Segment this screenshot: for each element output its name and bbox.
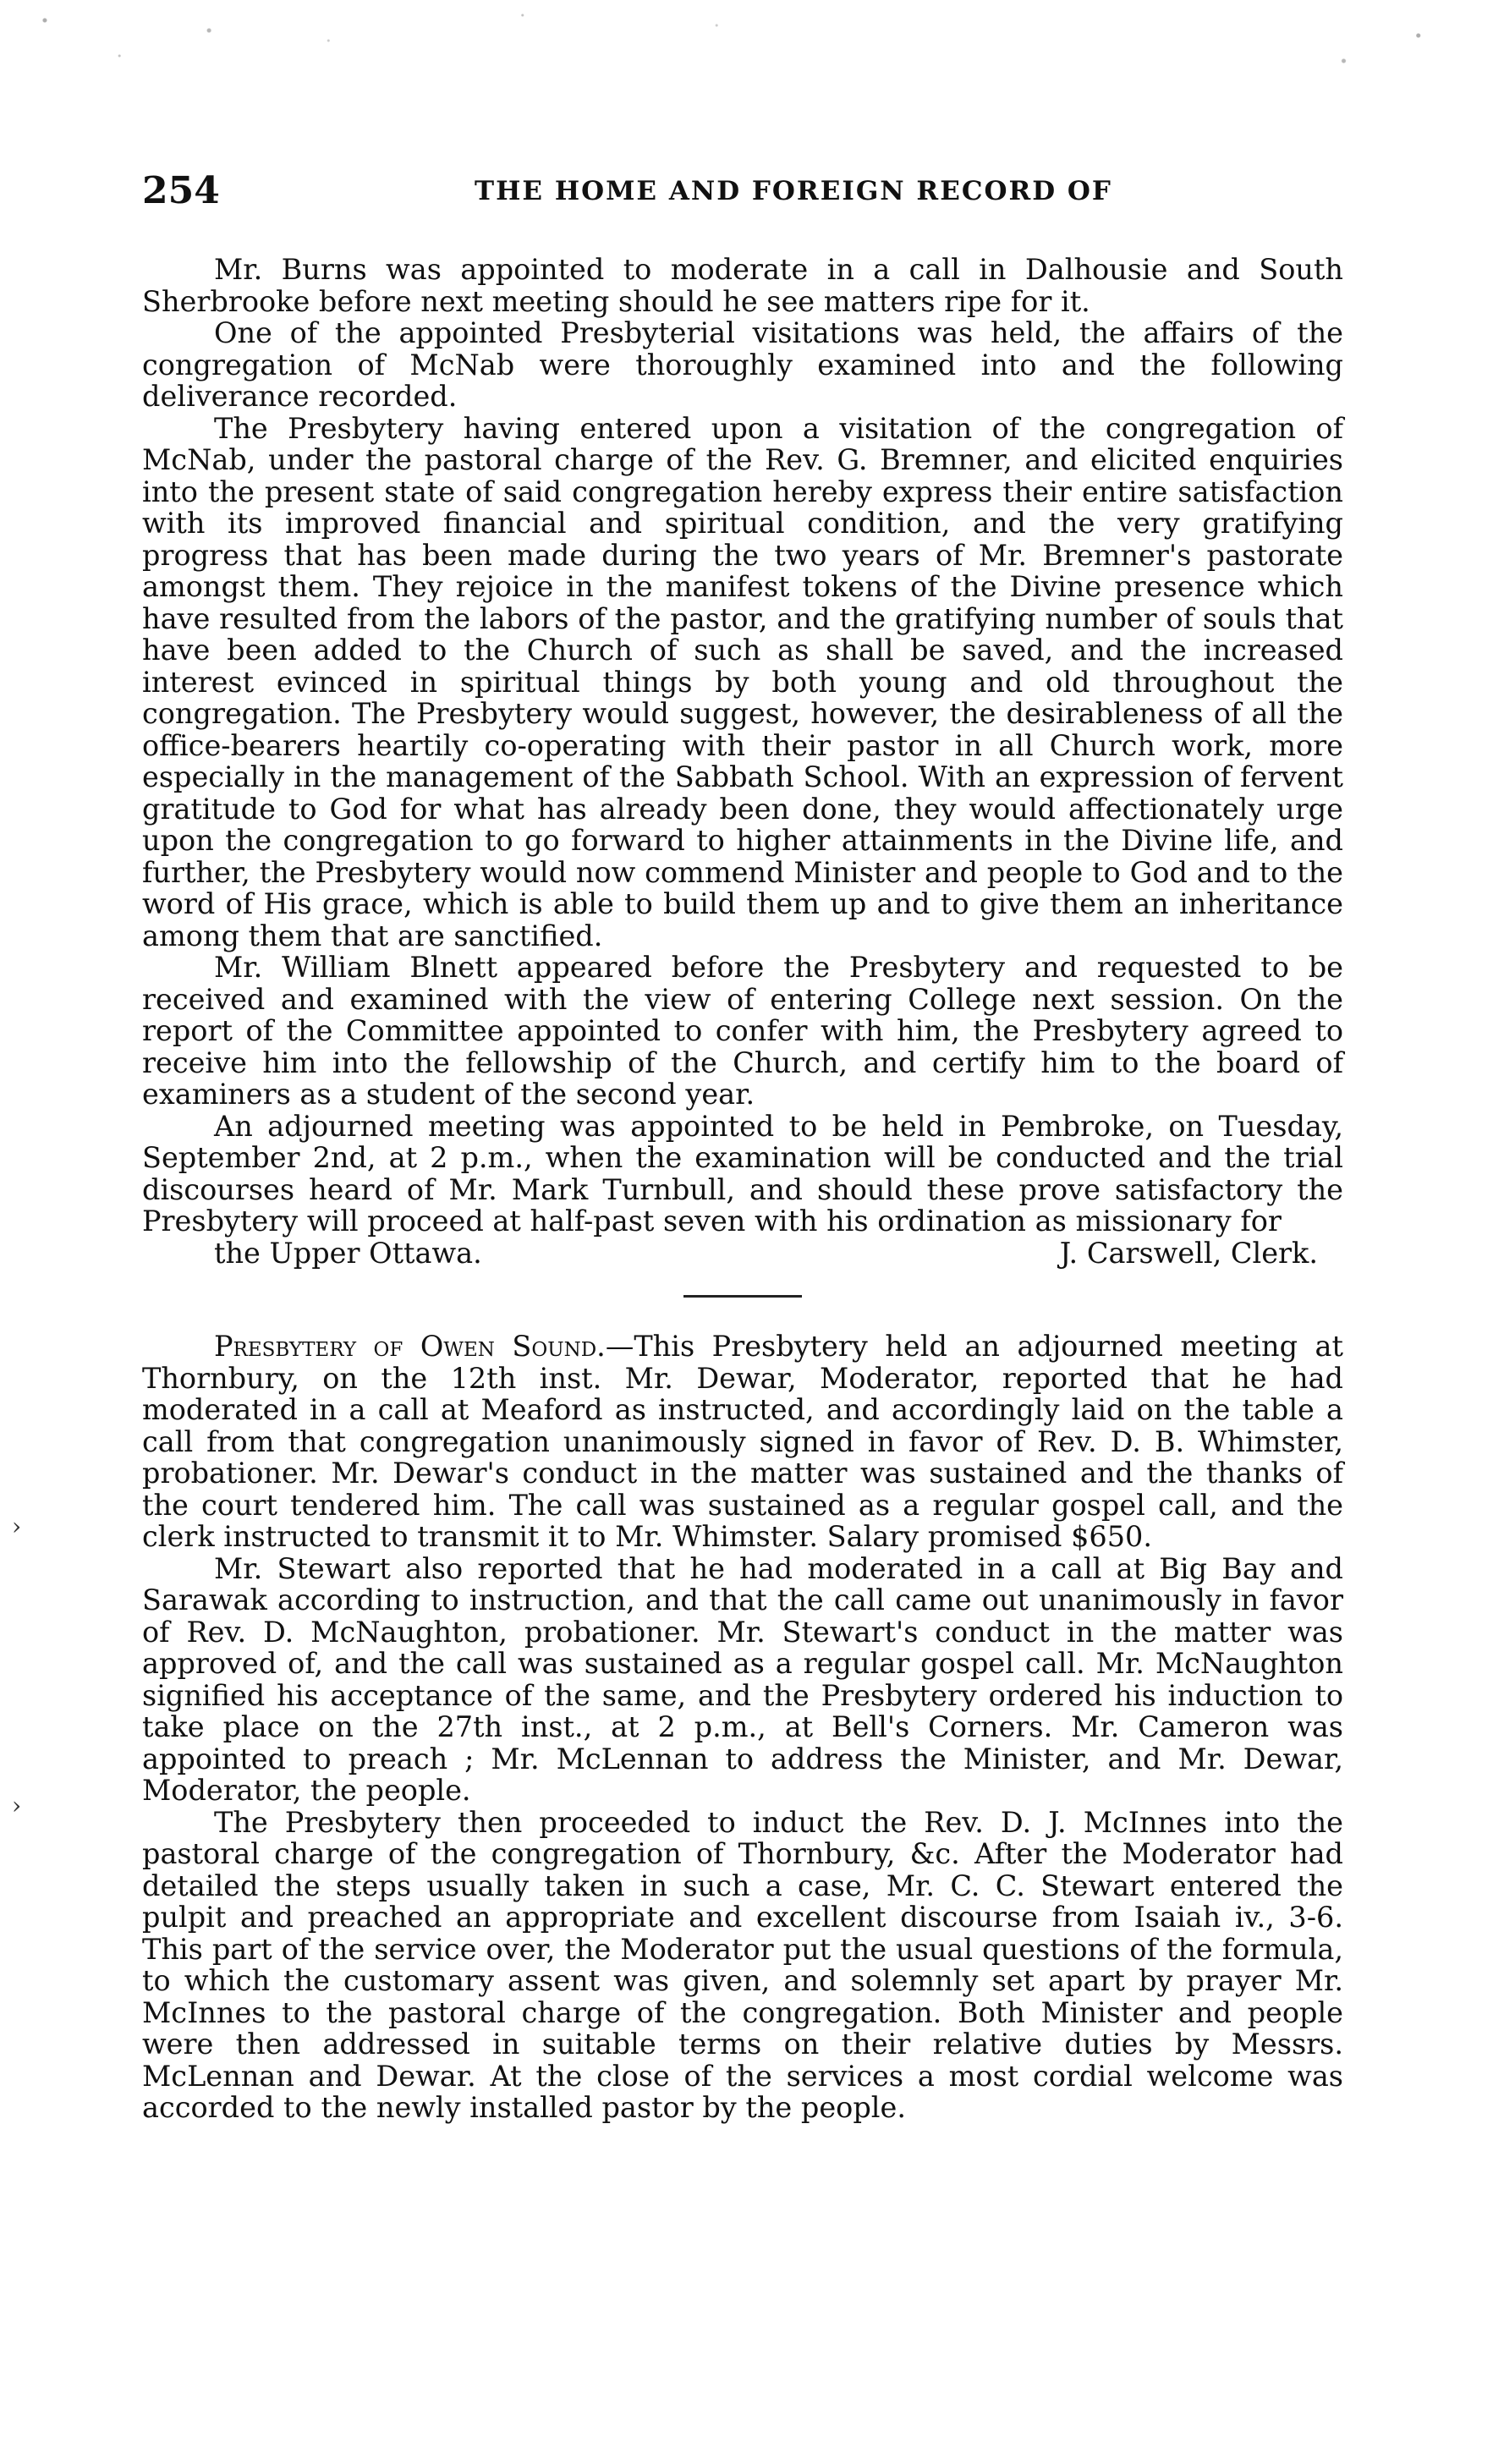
paragraph: Mr. William Blnett appeared before the Presbytery and requested to be received and examined with the view of entering College next session. On the report of the Committee appointed to confer with him, the Presbytery agreed to receive him into the fellowship of the Church, and certify him to the board of examiners as a student of the second year.: [142, 951, 1343, 1111]
section-paragraph: [142, 1331, 1343, 1553]
running-title: THE HOME AND FOREIGN RECORD OF: [475, 176, 1112, 206]
page-number: 254: [142, 169, 220, 212]
section-divider: [683, 1295, 802, 1298]
paragraph: Mr. Burns was appointed to moderate in a call in Dalhousie and South Sherbrooke before next meeting should he see matters ripe for it.: [142, 253, 1343, 318]
section-heading: Presbytery of Owen Sound.: [214, 1330, 606, 1363]
margin-mark: ›: [12, 1792, 22, 1819]
clerk-signature: J. Carswell, Clerk.: [1059, 1236, 1318, 1270]
page-header: [142, 169, 1343, 220]
paragraph: The Presbytery having entered upon a visitation of the congregation of McNab, under the pastoral charge of the Rev. G. Bremner, and elicited enquiries into the present state of said congregation hereby express their entire satisfaction with its improved financial and spiritual condition, and the very gratifying progress that has been made during the two years of Mr. Bremner's pastorate amongst them. They rejoice in the manifest tokens of the Divine presence which have resulted from the labors of the pastor, and the gratifying number of souls that have been added to the Church of such as shall be saved, and the increased interest evinced in spiritual things by both young and old throughout the congregation. The Presbytery would suggest, however, the desirableness of all the office-bearers heartily co-operating with their pastor in all Church work, more especially in the management of the Sabbath School. With an expression of fervent gratitude to God for what has already been done, they would affectionately urge upon the congregation to go forward to higher attainments in the Divine life, and further, the Presbytery would now commend Minister and people to God and to the word of His grace, which is able to build them up and to give them an inheritance among them that are sanctified.: [142, 411, 1343, 952]
closing-last-line: the Upper Ottawa.: [214, 1236, 482, 1270]
paragraph: The Presbytery then proceeded to induct the Rev. D. J. McInnes into the pastoral charge of the congregation of Thornbury, &c. After the Moderator had detailed the steps usually taken in such a case, Mr. C. C. Stewart entered the pulpit and preached an appropriate and excellent discourse from Isaiah iv., 3-6. This part of the service over, the Moderator put the usual questions of the formula, to which the customary assent was given, and solemnly set apart by prayer Mr. McInnes to the pastoral charge of the congregation. Both Minister and people were then addressed in suitable terms on their relative duties by Messrs. McLennan and Dewar. At the close of the services a most cordial welcome was accorded to the newly installed pastor by the people.: [142, 1805, 1343, 2124]
article-body: [142, 254, 1343, 2124]
paragraph: One of the appointed Presbyterial visitations was held, the affairs of the congregation of McNab were thoroughly examined into and the following deliverance recorded.: [142, 316, 1343, 413]
closing-line: [142, 1237, 1343, 1270]
paragraph: An adjourned meeting was appointed to be held in Pembroke, on Tuesday, September 2nd, at 2 p.m., when the examination will be conducted and the trial discourses heard of Mr. Mark Turnbull, and should these prove satisfactory the Presbytery will proceed at half-past seven with his ordination as missionary for: [142, 1109, 1343, 1237]
paragraph: Mr. Stewart also reported that he had moderated in a call at Big Bay and Sarawak according to instruction, and that the call came out unanimously in favor of Rev. D. McNaughton, probationer. Mr. Stewart's conduct in the matter was approved of, and the call was sustained as a regular gospel call. Mr. McNaughton signified his acceptance of the same, and the Presbytery ordered his induction to take place on the 27th inst., at 2 p.m., at Bell's Corners. Mr. Cameron was appointed to preach ; Mr. McLennan to address the Minister, and Mr. Dewar, Moderator, the people.: [142, 1551, 1343, 1807]
section-first-paragraph: —This Presbytery held an adjourned meeting at Thornbury, on the 12th inst. Mr. Dewar, Moderator, reported that he had moderated in a call at Meaford as instructed, and accordingly laid on the table a call from that congregation unanimously signed in favor of Rev. D. B. Whimster, probationer. Mr. Dewar's conduct in the matter was sustained and the thanks of the court tendered him. The call was sustained as a regular gospel call, and the clerk instructed to transmit it to Mr. Whimster. Salary promised $650.: [142, 1330, 1343, 1553]
scan-noise: [0, 0, 1493, 102]
margin-mark: ›: [12, 1512, 22, 1540]
